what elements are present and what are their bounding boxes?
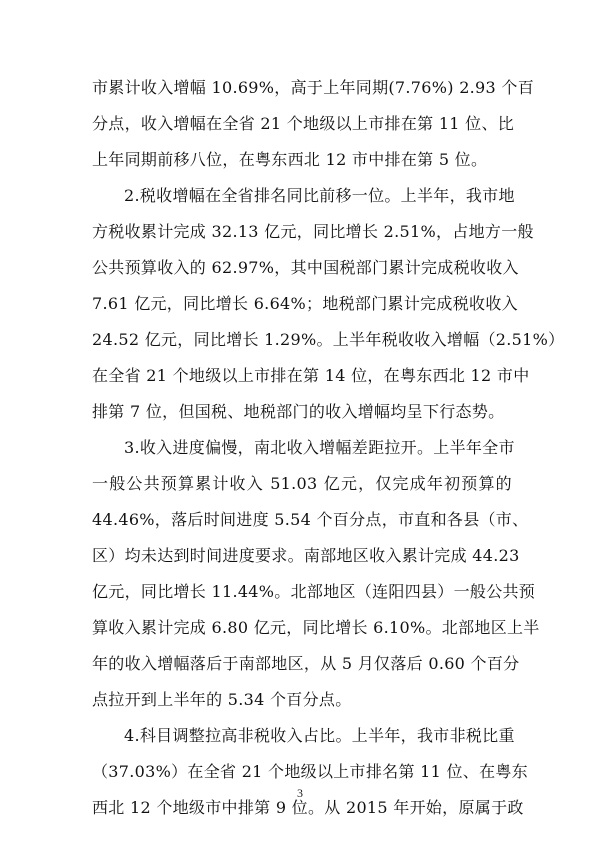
paragraph-2: [92, 178, 565, 430]
text-line: 方税收累计完成 32.13 亿元，同比增长 2.51%，占地方一般: [92, 222, 534, 241]
paragraph-3: [92, 430, 540, 718]
paragraph-4: [92, 718, 528, 826]
text-line: 西北 12 个地级市中排第 9 位。从 2015 年开始，原属于政: [92, 798, 524, 817]
text-line: 7.61 亿元，同比增长 6.64%；地税部门累计完成税收收入: [92, 294, 518, 313]
text-line: 点拉开到上半年的 5.34 个百分点。: [92, 690, 352, 709]
text-line: 4.科目调整拉高非税收入占比。上半年，我市非税比重: [124, 726, 515, 745]
text-line: 区）均未达到时间进度要求。南部地区收入累计完成 44.23: [92, 546, 520, 565]
paragraph-1: [92, 70, 535, 178]
text-line: 3.收入进度偏慢，南北收入增幅差距拉开。上半年全市: [124, 438, 515, 457]
page-number: 3: [297, 786, 303, 800]
text-line: 44.46%，落后时间进度 5.54 个百分点，市直和各县（市、: [92, 510, 529, 529]
text-line: 上年同期前移八位，在粤东西北 12 市中排在第 5 位。: [92, 150, 488, 169]
text-line: 一般公共预算累计收入 51.03 亿元，仅完成年初预算的: [92, 474, 512, 493]
text-line: 2.税收增幅在全省排名同比前移一位。上半年，我市地: [124, 186, 515, 205]
text-line: 年的收入增幅落后于南部地区，从 5 月仅落后 0.60 个百分: [92, 654, 520, 673]
text-line: （37.03%）在全省 21 个地级以上市排名第 11 位、在粤东: [92, 762, 528, 781]
text-line: 亿元，同比增长 11.44%。北部地区（连阳四县）一般公共预: [92, 582, 536, 601]
text-line: 市累计收入增幅 10.69%，高于上年同期(7.76%) 2.93 个百: [92, 78, 535, 97]
body-text: [92, 70, 565, 826]
text-line: 分点，收入增幅在全省 21 个地级以上市排在第 11 位、比: [92, 114, 515, 133]
text-line: 24.52 亿元，同比增长 1.29%。上半年税收收入增幅（2.51%）: [92, 330, 565, 349]
text-line: 在全省 21 个地级以上市排在第 14 位，在粤东西北 12 市中: [92, 366, 530, 385]
text-line: 排第 7 位，但国税、地税部门的收入增幅均呈下行态势。: [92, 402, 505, 421]
text-line: 算收入累计完成 6.80 亿元，同比增长 6.10%。北部地区上半: [92, 618, 540, 637]
text-line: 公共预算收入的 62.97%，其中国税部门累计完成税收收入: [92, 258, 519, 277]
